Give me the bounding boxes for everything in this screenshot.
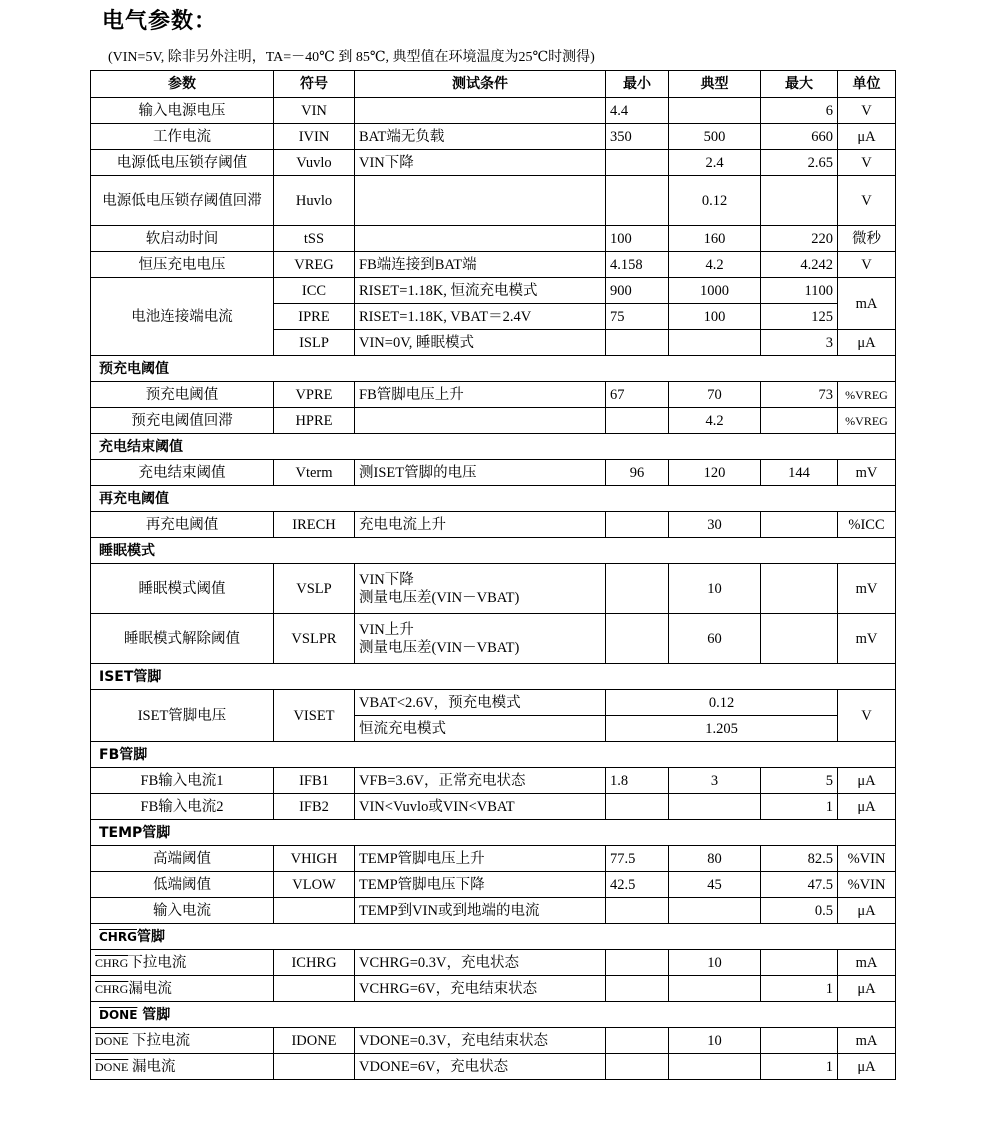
table-row	[91, 794, 896, 820]
table-row	[91, 150, 896, 176]
min-cell: 350	[606, 124, 669, 150]
unit-cell: V	[838, 176, 896, 226]
table-row	[91, 846, 896, 872]
unit-cell: %VIN	[838, 846, 896, 872]
param-cell: 睡眠模式阈值	[91, 564, 274, 614]
section-label: 再充电阈值	[91, 486, 896, 512]
condition-cell: TEMP管脚电压下降	[355, 872, 606, 898]
max-cell: 1	[761, 794, 838, 820]
table-row	[91, 690, 896, 716]
max-cell: 4.242	[761, 252, 838, 278]
param-text: 漏电流	[128, 980, 172, 997]
condition-cell: VDONE=6V，充电状态	[355, 1054, 606, 1080]
param-cell: 电源低电压锁存阈值	[91, 150, 274, 176]
min-cell: 4.158	[606, 252, 669, 278]
unit-cell: V	[838, 690, 896, 742]
max-cell: 47.5	[761, 872, 838, 898]
table-header-row	[91, 71, 896, 98]
max-cell: 125	[761, 304, 838, 330]
done-pin-name: DONE	[99, 1007, 138, 1022]
typ-cell	[669, 330, 761, 356]
param-text: 下拉电流	[128, 1032, 190, 1049]
unit-cell: %VREG	[838, 382, 896, 408]
min-cell	[606, 512, 669, 538]
section-label: 预充电阈值	[91, 356, 896, 382]
unit-cell: mV	[838, 460, 896, 486]
typ-cell	[669, 98, 761, 124]
param-text: 下拉电流	[128, 954, 187, 971]
max-cell	[761, 564, 838, 614]
symbol-cell: VSLP	[274, 564, 355, 614]
symbol-cell: IFB1	[274, 768, 355, 794]
condition-cell: VIN下降	[355, 150, 606, 176]
min-cell	[606, 976, 669, 1002]
symbol-cell: VPRE	[274, 382, 355, 408]
done-pin-name: DONE	[95, 1059, 129, 1074]
param-cell: 低端阈值	[91, 872, 274, 898]
symbol-cell	[274, 976, 355, 1002]
section-label: 充电结束阈值	[91, 434, 896, 460]
symbol-cell: VREG	[274, 252, 355, 278]
condition-line: VIN上升	[359, 621, 414, 638]
unit-cell: %VREG	[838, 408, 896, 434]
condition-line: VIN下降	[359, 571, 414, 588]
max-cell: 1100	[761, 278, 838, 304]
section-row	[91, 820, 896, 846]
unit-cell: %VIN	[838, 872, 896, 898]
condition-line: 测量电压差(VIN－VBAT)	[359, 589, 520, 606]
param-cell: 电池连接端电流	[91, 278, 274, 356]
max-cell	[761, 950, 838, 976]
table-row	[91, 176, 896, 226]
section-title: 电气参数：	[102, 9, 218, 34]
max-cell	[761, 176, 838, 226]
condition-cell: VFB=3.6V，正常充电状态	[355, 768, 606, 794]
param-cell: 预充电阈值回滞	[91, 408, 274, 434]
min-cell: 77.5	[606, 846, 669, 872]
min-cell: 1.8	[606, 768, 669, 794]
condition-cell	[355, 408, 606, 434]
min-cell	[606, 176, 669, 226]
condition-cell: RISET=1.18K, VBAT＝2.4V	[355, 304, 606, 330]
max-cell: 660	[761, 124, 838, 150]
header-unit: 单位	[838, 71, 896, 98]
section-label-text: 管脚	[136, 928, 165, 945]
max-cell	[761, 614, 838, 664]
unit-cell: mA	[838, 950, 896, 976]
typ-cell: 3	[669, 768, 761, 794]
symbol-cell: VSLPR	[274, 614, 355, 664]
param-cell: FB输入电流1	[91, 768, 274, 794]
electrical-parameters-table	[90, 70, 896, 1080]
condition-cell	[355, 614, 606, 664]
condition-cell	[355, 176, 606, 226]
symbol-cell: VLOW	[274, 872, 355, 898]
param-cell	[91, 1054, 274, 1080]
table-row	[91, 898, 896, 924]
param-cell: 高端阈值	[91, 846, 274, 872]
param-cell: 电源低电压锁存阈值回滞	[91, 176, 274, 226]
symbol-cell	[274, 1054, 355, 1080]
typ-cell: 4.2	[669, 252, 761, 278]
max-cell	[761, 408, 838, 434]
unit-cell: μA	[838, 124, 896, 150]
condition-cell	[355, 98, 606, 124]
condition-line: 测量电压差(VIN－VBAT)	[359, 639, 520, 656]
max-cell: 73	[761, 382, 838, 408]
typ-cell: 10	[669, 1028, 761, 1054]
condition-cell: VCHRG=6V，充电结束状态	[355, 976, 606, 1002]
symbol-cell: IVIN	[274, 124, 355, 150]
section-row	[91, 356, 896, 382]
typ-cell: 70	[669, 382, 761, 408]
typ-cell: 80	[669, 846, 761, 872]
max-cell: 3	[761, 330, 838, 356]
unit-cell: V	[838, 98, 896, 124]
symbol-cell: IDONE	[274, 1028, 355, 1054]
section-label: FB管脚	[91, 742, 896, 768]
section-label	[91, 1002, 896, 1028]
unit-cell: mA	[838, 278, 896, 330]
min-cell	[606, 330, 669, 356]
typ-cell: 10	[669, 950, 761, 976]
unit-cell: mV	[838, 614, 896, 664]
symbol-cell	[274, 898, 355, 924]
condition-cell: TEMP管脚电压上升	[355, 846, 606, 872]
header-param: 参数	[91, 71, 274, 98]
symbol-cell: VIN	[274, 98, 355, 124]
typ-cell: 2.4	[669, 150, 761, 176]
param-cell: 充电结束阈值	[91, 460, 274, 486]
typ-cell: 0.12	[669, 176, 761, 226]
symbol-cell: IFB2	[274, 794, 355, 820]
header-max: 最大	[761, 71, 838, 98]
condition-cell: VBAT<2.6V，预充电模式	[355, 690, 606, 716]
typ-cell: 45	[669, 872, 761, 898]
typ-cell: 120	[669, 460, 761, 486]
typ-cell	[669, 898, 761, 924]
typ-cell: 500	[669, 124, 761, 150]
table-row	[91, 226, 896, 252]
unit-cell: V	[838, 150, 896, 176]
typ-cell	[669, 794, 761, 820]
section-row	[91, 664, 896, 690]
typ-cell	[669, 976, 761, 1002]
symbol-cell: HPRE	[274, 408, 355, 434]
symbol-cell: IRECH	[274, 512, 355, 538]
symbol-cell: Vuvlo	[274, 150, 355, 176]
condition-cell: FB管脚电压上升	[355, 382, 606, 408]
condition-cell: TEMP到VIN或到地端的电流	[355, 898, 606, 924]
symbol-cell: ISLP	[274, 330, 355, 356]
table-row	[91, 976, 896, 1002]
table-row	[91, 252, 896, 278]
max-cell: 82.5	[761, 846, 838, 872]
min-cell: 42.5	[606, 872, 669, 898]
unit-cell: 微秒	[838, 226, 896, 252]
unit-cell: V	[838, 252, 896, 278]
max-cell: 2.65	[761, 150, 838, 176]
section-label: TEMP管脚	[91, 820, 896, 846]
chrg-pin-name: CHRG	[99, 929, 137, 944]
max-cell: 220	[761, 226, 838, 252]
chrg-pin-name: CHRG	[95, 955, 129, 970]
table-row	[91, 124, 896, 150]
symbol-cell: Huvlo	[274, 176, 355, 226]
condition-cell	[355, 564, 606, 614]
min-cell	[606, 898, 669, 924]
unit-cell: mA	[838, 1028, 896, 1054]
unit-cell: mV	[838, 564, 896, 614]
unit-cell: μA	[838, 976, 896, 1002]
param-cell: 睡眠模式解除阈值	[91, 614, 274, 664]
header-typ: 典型	[669, 71, 761, 98]
min-cell	[606, 614, 669, 664]
min-cell	[606, 1028, 669, 1054]
section-row	[91, 486, 896, 512]
unit-cell: μA	[838, 330, 896, 356]
unit-cell: %ICC	[838, 512, 896, 538]
header-min: 最小	[606, 71, 669, 98]
test-conditions-note: (VIN=5V, 除非另外注明，TA=－40℃ 到 85℃, 典型值在环境温度为25℃时测得)	[108, 50, 595, 65]
table-row	[91, 768, 896, 794]
section-row	[91, 538, 896, 564]
condition-cell: 充电电流上升	[355, 512, 606, 538]
param-text: 漏电流	[128, 1058, 176, 1075]
unit-cell: μA	[838, 794, 896, 820]
max-cell	[761, 512, 838, 538]
table-row	[91, 98, 896, 124]
condition-cell: VIN<Vuvlo或VIN<VBAT	[355, 794, 606, 820]
typ-cell: 100	[669, 304, 761, 330]
header-condition: 测试条件	[355, 71, 606, 98]
max-cell: 144	[761, 460, 838, 486]
condition-cell: RISET=1.18K, 恒流充电模式	[355, 278, 606, 304]
table-row	[91, 614, 896, 664]
typ-cell: 4.2	[669, 408, 761, 434]
chrg-pin-name: CHRG	[95, 981, 129, 996]
min-cell	[606, 150, 669, 176]
min-cell	[606, 408, 669, 434]
condition-cell	[355, 226, 606, 252]
section-row	[91, 1002, 896, 1028]
typ-cell: 1000	[669, 278, 761, 304]
condition-cell: 恒流充电模式	[355, 716, 606, 742]
param-cell: 预充电阈值	[91, 382, 274, 408]
param-cell: ISET管脚电压	[91, 690, 274, 742]
condition-cell: VDONE=0.3V，充电结束状态	[355, 1028, 606, 1054]
max-cell: 1	[761, 976, 838, 1002]
condition-cell: BAT端无负载	[355, 124, 606, 150]
table-row	[91, 512, 896, 538]
done-pin-name: DONE	[95, 1033, 129, 1048]
param-cell: 输入电源电压	[91, 98, 274, 124]
header-symbol: 符号	[274, 71, 355, 98]
max-cell: 0.5	[761, 898, 838, 924]
table-row	[91, 950, 896, 976]
section-row	[91, 924, 896, 950]
param-cell: 软启动时间	[91, 226, 274, 252]
symbol-cell: VHIGH	[274, 846, 355, 872]
unit-cell: μA	[838, 1054, 896, 1080]
param-cell	[91, 950, 274, 976]
table-row	[91, 382, 896, 408]
param-cell	[91, 976, 274, 1002]
condition-cell: 测ISET管脚的电压	[355, 460, 606, 486]
section-label-text: 管脚	[137, 1006, 171, 1023]
min-cell: 4.4	[606, 98, 669, 124]
min-cell	[606, 1054, 669, 1080]
table-row	[91, 460, 896, 486]
symbol-cell: tSS	[274, 226, 355, 252]
unit-cell: μA	[838, 768, 896, 794]
param-cell: 工作电流	[91, 124, 274, 150]
table-row	[91, 564, 896, 614]
param-cell: 再充电阈值	[91, 512, 274, 538]
typ-cell: 30	[669, 512, 761, 538]
param-cell	[91, 1028, 274, 1054]
max-cell: 1	[761, 1054, 838, 1080]
min-cell	[606, 950, 669, 976]
section-row	[91, 434, 896, 460]
min-cell	[606, 794, 669, 820]
section-label: ISET管脚	[91, 664, 896, 690]
symbol-cell: ICC	[274, 278, 355, 304]
typ-cell: 10	[669, 564, 761, 614]
param-cell: 输入电流	[91, 898, 274, 924]
section-label: 睡眠模式	[91, 538, 896, 564]
typ-cell	[669, 1054, 761, 1080]
min-cell: 75	[606, 304, 669, 330]
typ-cell: 60	[669, 614, 761, 664]
section-label	[91, 924, 896, 950]
min-cell	[606, 564, 669, 614]
condition-cell: VCHRG=0.3V，充电状态	[355, 950, 606, 976]
condition-cell: VIN=0V, 睡眠模式	[355, 330, 606, 356]
typ-cell: 160	[669, 226, 761, 252]
min-cell: 100	[606, 226, 669, 252]
min-cell: 96	[606, 460, 669, 486]
symbol-cell: IPRE	[274, 304, 355, 330]
min-cell: 900	[606, 278, 669, 304]
table-row	[91, 872, 896, 898]
max-cell	[761, 1028, 838, 1054]
param-cell: FB输入电流2	[91, 794, 274, 820]
max-cell: 6	[761, 98, 838, 124]
min-cell: 67	[606, 382, 669, 408]
condition-cell: FB端连接到BAT端	[355, 252, 606, 278]
typ-cell: 0.12	[606, 690, 838, 716]
table-row	[91, 278, 896, 304]
table-row	[91, 1054, 896, 1080]
section-row	[91, 742, 896, 768]
param-cell: 恒压充电电压	[91, 252, 274, 278]
table-row	[91, 408, 896, 434]
typ-cell: 1.205	[606, 716, 838, 742]
max-cell: 5	[761, 768, 838, 794]
unit-cell: μA	[838, 898, 896, 924]
symbol-cell: Vterm	[274, 460, 355, 486]
symbol-cell: VISET	[274, 690, 355, 742]
table-row	[91, 1028, 896, 1054]
symbol-cell: ICHRG	[274, 950, 355, 976]
